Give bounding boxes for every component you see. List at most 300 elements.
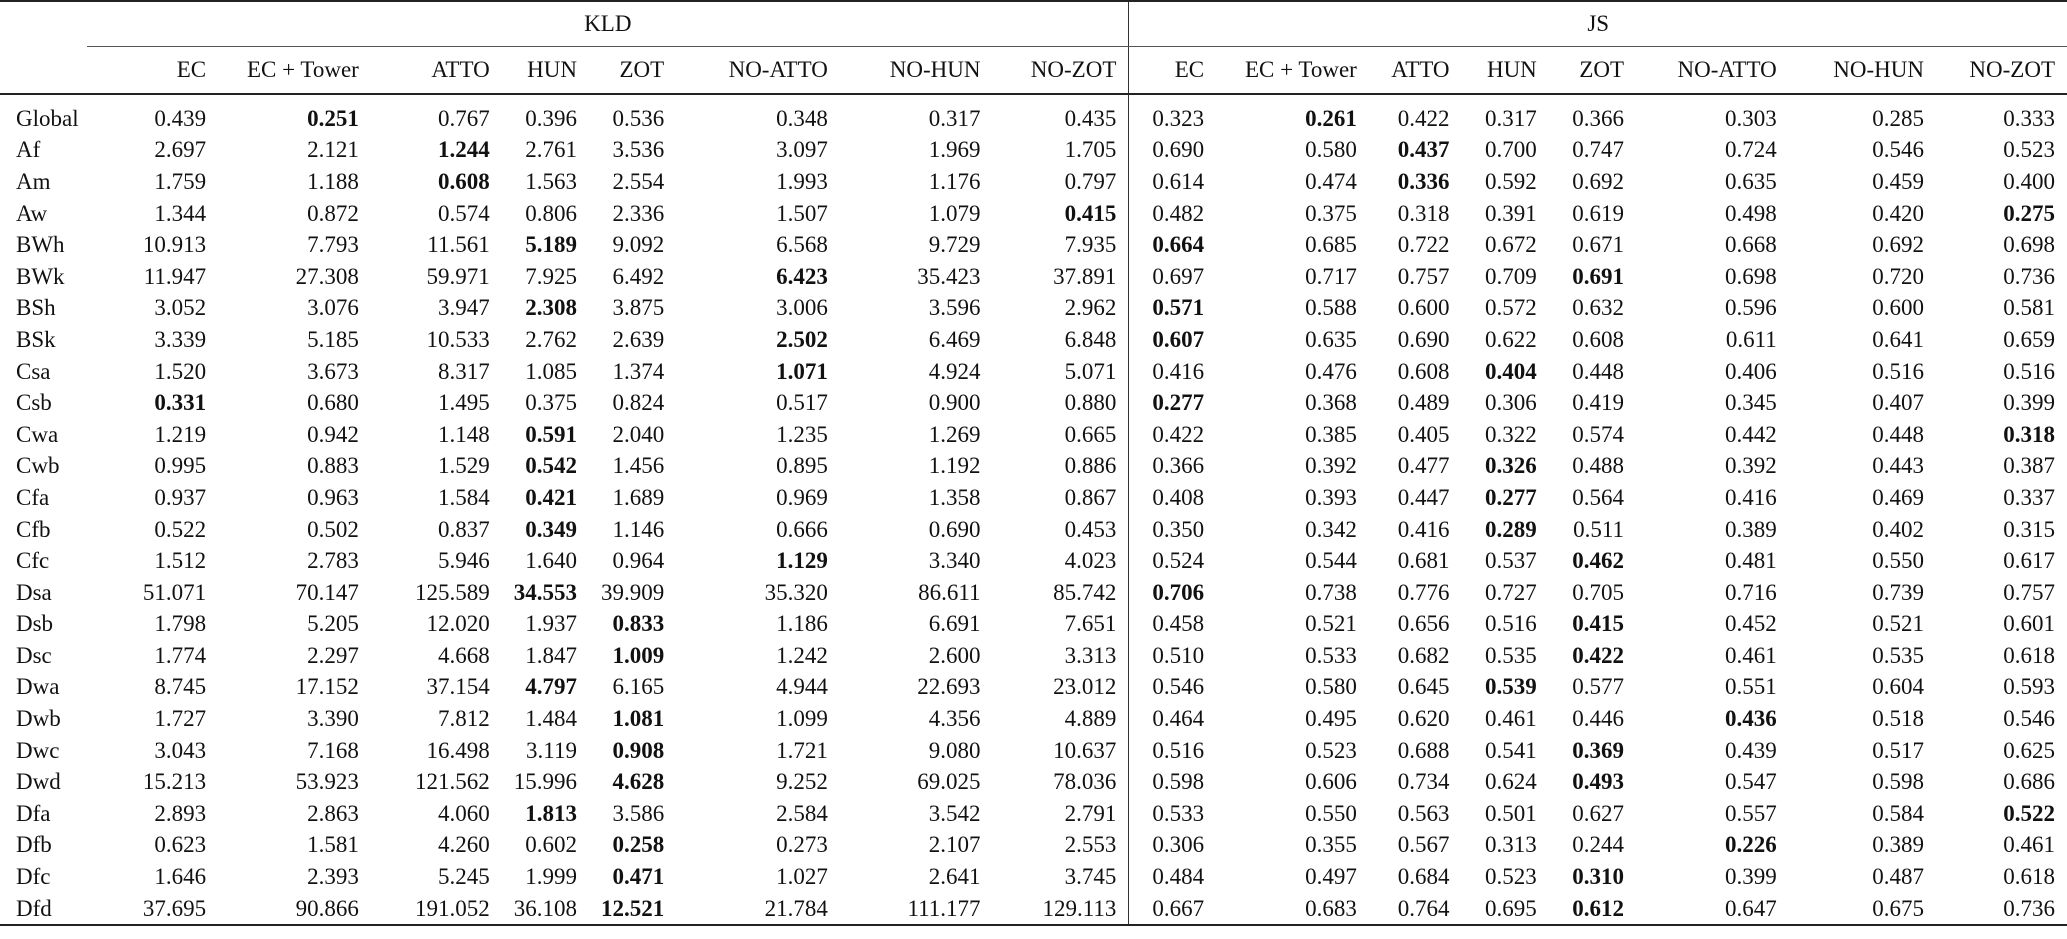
kld-value-cell: 0.435 (1064, 105, 1117, 131)
js-value-cell: 0.416 (1725, 484, 1777, 510)
row-label: Dwc (16, 737, 60, 763)
js-value-cell: 0.261 (1305, 105, 1357, 131)
row-label: Dwb (16, 706, 61, 732)
js-value-cell: 0.698 (1725, 263, 1777, 289)
kld-value-cell: 4.260 (437, 832, 490, 858)
kld-value-cell: 1.484 (525, 706, 577, 732)
kld-col-header: ATTO (431, 57, 490, 82)
kld-value-cell: 1.269 (928, 421, 981, 447)
kld-value-cell: 3.076 (307, 295, 359, 321)
js-value-cell: 0.632 (1572, 295, 1625, 321)
kld-value-cell: 0.415 (1064, 200, 1117, 226)
js-value-cell: 0.523 (1485, 864, 1537, 890)
kld-value-cell: 0.797 (1064, 168, 1117, 194)
js-value-cell: 0.459 (1872, 168, 1924, 194)
js-value-cell: 0.368 (1305, 390, 1357, 416)
js-value-cell: 0.516 (1872, 358, 1924, 384)
js-value-cell: 0.580 (1305, 674, 1357, 700)
kld-value-cell: 1.705 (1064, 137, 1117, 163)
js-value-cell: 0.598 (1872, 769, 1924, 795)
kld-value-cell: 2.502 (776, 326, 828, 352)
kld-value-cell: 0.963 (307, 484, 359, 510)
js-value-cell: 0.668 (1725, 232, 1777, 258)
js-value-cell: 0.462 (1572, 548, 1625, 574)
kld-value-cell: 4.628 (612, 769, 665, 795)
js-value-cell: 0.521 (1305, 611, 1357, 637)
js-value-cell: 0.422 (1397, 105, 1450, 131)
row-label: Cwa (16, 421, 59, 447)
js-value-cell: 0.706 (1129, 577, 1216, 609)
kld-value-cell: 1.079 (928, 200, 981, 226)
kld-value-cell: 0.806 (525, 200, 577, 226)
table-row (0, 198, 2067, 230)
js-value-cell: 0.692 (1872, 232, 1924, 258)
js-value-cell: 0.521 (1872, 611, 1924, 637)
kld-value-cell: 5.946 (437, 548, 490, 574)
js-value-cell: 0.408 (1129, 482, 1216, 514)
row-label: Dwa (16, 674, 60, 700)
row-label: Cfc (16, 548, 50, 574)
table-row (0, 735, 2067, 767)
kld-value-cell: 2.697 (154, 137, 207, 163)
kld-value-cell: 27.308 (295, 263, 359, 289)
table-row (0, 893, 2067, 926)
kld-value-cell: 90.866 (295, 895, 359, 921)
js-value-cell: 0.727 (1485, 579, 1537, 605)
js-value-cell: 0.691 (1572, 263, 1625, 289)
kld-value-cell: 1.146 (612, 516, 665, 542)
js-value-cell: 0.446 (1572, 706, 1625, 732)
kld-value-cell: 3.745 (1064, 864, 1117, 890)
js-value-cell: 0.539 (1485, 674, 1537, 700)
kld-value-cell: 1.085 (525, 358, 577, 384)
kld-value-cell: 0.608 (437, 168, 490, 194)
js-value-cell: 0.600 (1397, 295, 1450, 321)
corner-cell (0, 1, 87, 47)
js-value-cell: 0.487 (1872, 864, 1924, 890)
js-value-cell: 0.620 (1397, 706, 1450, 732)
kld-value-cell: 2.600 (928, 642, 981, 668)
js-value-cell: 0.717 (1305, 263, 1357, 289)
js-value-cell: 0.389 (1872, 832, 1924, 858)
js-value-cell: 0.618 (2003, 642, 2055, 668)
kld-value-cell: 51.071 (142, 579, 207, 605)
column-header-row (0, 47, 2067, 95)
row-label: Csa (16, 358, 51, 384)
kld-value-cell: 3.052 (154, 295, 207, 321)
table-row (0, 609, 2067, 641)
js-value-cell: 0.537 (1485, 548, 1537, 574)
js-value-cell: 0.469 (1872, 484, 1924, 510)
kld-value-cell: 1.027 (776, 864, 828, 890)
kld-value-cell: 5.071 (1064, 358, 1117, 384)
kld-value-cell: 4.797 (525, 674, 577, 700)
kld-value-cell: 10.913 (142, 232, 207, 258)
js-value-cell: 0.612 (1572, 895, 1625, 921)
table-row (0, 482, 2067, 514)
js-value-cell: 0.601 (2003, 611, 2055, 637)
table-row (0, 514, 2067, 546)
js-value-cell: 0.399 (2003, 390, 2055, 416)
kld-value-cell: 0.666 (776, 516, 828, 542)
kld-value-cell: 1.374 (612, 358, 665, 384)
kld-value-cell: 1.727 (154, 706, 207, 732)
kld-value-cell: 1.584 (437, 484, 490, 510)
kld-value-cell: 3.119 (526, 737, 577, 763)
kld-value-cell: 4.060 (437, 800, 490, 826)
kld-value-cell: 121.562 (414, 769, 490, 795)
js-col-header: ATTO (1391, 57, 1450, 82)
kld-value-cell: 15.996 (513, 769, 577, 795)
js-value-cell: 0.563 (1397, 800, 1450, 826)
kld-value-cell: 4.924 (928, 358, 981, 384)
kld-value-cell: 2.121 (307, 137, 359, 163)
js-value-cell: 0.635 (1725, 168, 1777, 194)
table-row (0, 545, 2067, 577)
js-value-cell: 0.517 (1872, 737, 1924, 763)
kld-value-cell: 0.348 (776, 105, 828, 131)
kld-value-cell: 4.356 (928, 706, 981, 732)
kld-value-cell: 0.421 (525, 484, 577, 510)
js-col-header: NO-ATTO (1677, 57, 1777, 82)
kld-value-cell: 3.947 (437, 295, 490, 321)
kld-value-cell: 0.317 (928, 105, 981, 131)
js-value-cell: 0.716 (1725, 579, 1777, 605)
js-value-cell: 0.399 (1725, 864, 1777, 890)
kld-value-cell: 5.205 (307, 611, 359, 637)
js-value-cell: 0.493 (1572, 769, 1625, 795)
kld-value-cell: 2.336 (612, 200, 665, 226)
js-value-cell: 0.776 (1397, 579, 1450, 605)
js-value-cell: 0.580 (1305, 137, 1357, 163)
js-value-cell: 0.452 (1725, 611, 1777, 637)
table-row (0, 703, 2067, 735)
kld-value-cell: 1.993 (776, 168, 828, 194)
js-value-cell: 0.684 (1397, 864, 1450, 890)
js-value-cell: 0.405 (1397, 421, 1450, 447)
js-value-cell: 0.484 (1129, 861, 1216, 893)
js-col-header: ZOT (1579, 57, 1625, 82)
js-value-cell: 0.461 (2003, 832, 2055, 858)
js-value-cell: 0.541 (1485, 737, 1537, 763)
kld-value-cell: 0.867 (1064, 484, 1117, 510)
js-value-cell: 0.625 (2003, 737, 2055, 763)
table-row (0, 135, 2067, 167)
row-label-header (0, 47, 87, 95)
js-value-cell: 0.488 (1572, 453, 1625, 479)
kld-value-cell: 6.492 (612, 263, 665, 289)
kld-value-cell: 10.533 (426, 326, 490, 352)
js-value-cell: 0.695 (1485, 895, 1537, 921)
table-row (0, 94, 2067, 135)
row-label: Af (16, 137, 41, 163)
js-value-cell: 0.757 (1397, 263, 1450, 289)
js-value-cell: 0.588 (1305, 295, 1357, 321)
kld-value-cell: 6.691 (928, 611, 981, 637)
js-value-cell: 0.447 (1397, 484, 1450, 510)
js-value-cell: 0.722 (1397, 232, 1450, 258)
js-value-cell: 0.345 (1725, 390, 1777, 416)
kld-value-cell: 6.568 (776, 232, 828, 258)
js-value-cell: 0.551 (1725, 674, 1777, 700)
kld-value-cell: 0.833 (612, 611, 665, 637)
kld-col-header: EC (176, 57, 207, 82)
js-value-cell: 0.392 (1305, 453, 1357, 479)
kld-value-cell: 0.251 (307, 105, 359, 131)
kld-value-cell: 0.471 (612, 864, 665, 890)
js-value-cell: 0.375 (1305, 200, 1357, 226)
js-value-cell: 0.313 (1485, 832, 1537, 858)
kld-value-cell: 0.942 (307, 421, 359, 447)
table-row (0, 672, 2067, 704)
row-label: Dfc (16, 864, 51, 890)
kld-value-cell: 1.099 (776, 706, 828, 732)
table-body (0, 94, 2067, 925)
row-label: BSk (16, 326, 56, 352)
row-label: BSh (16, 295, 56, 321)
js-value-cell: 0.596 (1725, 295, 1777, 321)
kld-value-cell: 0.665 (1064, 421, 1117, 447)
kld-value-cell: 3.536 (612, 137, 665, 163)
js-value-cell: 0.497 (1305, 864, 1357, 890)
js-value-cell: 0.518 (1872, 706, 1924, 732)
kld-value-cell: 21.784 (764, 895, 828, 921)
js-col-header: NO-ZOT (1969, 57, 2055, 82)
js-value-cell: 0.336 (1397, 168, 1450, 194)
js-value-cell: 0.705 (1572, 579, 1625, 605)
kld-value-cell: 1.495 (437, 390, 490, 416)
js-value-cell: 0.285 (1872, 105, 1924, 131)
js-value-cell: 0.581 (2003, 295, 2055, 321)
kld-value-cell: 53.923 (295, 769, 359, 795)
table-row (0, 798, 2067, 830)
kld-value-cell: 3.097 (776, 137, 828, 163)
js-value-cell: 0.571 (1129, 293, 1216, 325)
kld-value-cell: 3.043 (154, 737, 207, 763)
js-value-cell: 0.350 (1129, 514, 1216, 546)
table-row (0, 229, 2067, 261)
kld-value-cell: 1.774 (154, 642, 207, 668)
kld-col-header: NO-ATTO (728, 57, 828, 82)
kld-value-cell: 1.358 (928, 484, 981, 510)
kld-value-cell: 1.071 (776, 358, 828, 384)
js-value-cell: 0.369 (1572, 737, 1625, 763)
js-value-cell: 0.392 (1725, 453, 1777, 479)
kld-value-cell: 9.729 (928, 232, 981, 258)
kld-value-cell: 1.937 (525, 611, 577, 637)
kld-value-cell: 0.502 (307, 516, 359, 542)
js-value-cell: 0.406 (1725, 358, 1777, 384)
kld-value-cell: 11.561 (427, 232, 490, 258)
js-value-cell: 0.567 (1397, 832, 1450, 858)
kld-value-cell: 0.883 (307, 453, 359, 479)
kld-value-cell: 22.693 (917, 674, 981, 700)
js-value-cell: 0.667 (1129, 893, 1216, 926)
js-value-cell: 0.598 (1129, 766, 1216, 798)
kld-value-cell: 2.791 (1064, 800, 1117, 826)
kld-value-cell: 2.297 (307, 642, 359, 668)
js-value-cell: 0.448 (1872, 421, 1924, 447)
js-value-cell: 0.498 (1725, 200, 1777, 226)
kld-value-cell: 0.886 (1064, 453, 1117, 479)
kld-value-cell: 1.512 (154, 548, 207, 574)
kld-value-cell: 6.423 (776, 263, 828, 289)
kld-value-cell: 1.456 (612, 453, 665, 479)
kld-value-cell: 0.602 (525, 832, 577, 858)
kld-value-cell: 1.344 (154, 200, 207, 226)
kld-value-cell: 0.375 (525, 390, 577, 416)
js-value-cell: 0.675 (1872, 895, 1924, 921)
js-value-cell: 0.481 (1725, 548, 1777, 574)
js-value-cell: 0.533 (1305, 642, 1357, 668)
js-value-cell: 0.443 (1872, 453, 1924, 479)
kld-value-cell: 0.969 (776, 484, 828, 510)
js-value-cell: 0.672 (1485, 232, 1537, 258)
js-value-cell: 0.606 (1305, 769, 1357, 795)
kld-col-header: HUN (527, 57, 577, 82)
kld-value-cell: 86.611 (918, 579, 981, 605)
kld-value-cell: 6.469 (928, 326, 981, 352)
js-value-cell: 0.645 (1397, 674, 1450, 700)
js-value-cell: 0.574 (1572, 421, 1625, 447)
js-value-cell: 0.546 (1872, 137, 1924, 163)
kld-value-cell: 0.937 (154, 484, 207, 510)
js-value-cell: 0.600 (1872, 295, 1924, 321)
kld-value-cell: 0.837 (437, 516, 490, 542)
kld-value-cell: 1.646 (154, 864, 207, 890)
kld-value-cell: 3.596 (928, 295, 981, 321)
kld-value-cell: 1.529 (437, 453, 490, 479)
js-value-cell: 0.747 (1572, 137, 1625, 163)
js-value-cell: 0.682 (1397, 642, 1450, 668)
kld-value-cell: 2.783 (307, 548, 359, 574)
js-value-cell: 0.683 (1305, 895, 1357, 921)
js-value-cell: 0.690 (1129, 135, 1216, 167)
js-col-header: EC (1129, 47, 1216, 95)
kld-value-cell: 8.745 (154, 674, 207, 700)
js-value-cell: 0.322 (1485, 421, 1537, 447)
kld-value-cell: 1.581 (307, 832, 359, 858)
kld-value-cell: 2.863 (307, 800, 359, 826)
js-value-cell: 0.736 (2003, 263, 2055, 289)
js-value-cell: 0.720 (1872, 263, 1924, 289)
js-value-cell: 0.627 (1572, 800, 1625, 826)
kld-value-cell: 7.651 (1064, 611, 1117, 637)
kld-value-cell: 37.154 (426, 674, 490, 700)
js-value-cell: 0.461 (1725, 642, 1777, 668)
kld-value-cell: 4.944 (776, 674, 828, 700)
js-value-cell: 0.524 (1129, 545, 1216, 577)
kld-value-cell: 0.908 (612, 737, 665, 763)
kld-value-cell: 5.185 (307, 326, 359, 352)
js-value-cell: 0.516 (1485, 611, 1537, 637)
js-value-cell: 0.550 (1872, 548, 1924, 574)
js-value-cell: 0.402 (1872, 516, 1924, 542)
kld-value-cell: 0.574 (437, 200, 490, 226)
js-value-cell: 0.474 (1305, 168, 1357, 194)
kld-value-cell: 2.761 (525, 137, 577, 163)
kld-value-cell: 3.339 (154, 326, 207, 352)
js-value-cell: 0.501 (1485, 800, 1537, 826)
kld-value-cell: 0.895 (776, 453, 828, 479)
js-value-cell: 0.303 (1725, 105, 1777, 131)
row-label: Global (16, 105, 79, 131)
kld-value-cell: 1.969 (928, 137, 981, 163)
kld-value-cell: 1.009 (612, 642, 665, 668)
kld-value-cell: 69.025 (917, 769, 981, 795)
kld-value-cell: 37.695 (142, 895, 207, 921)
kld-value-cell: 1.798 (154, 611, 207, 637)
js-value-cell: 0.709 (1485, 263, 1537, 289)
kld-value-cell: 0.258 (612, 832, 665, 858)
kld-value-cell: 2.584 (776, 800, 828, 826)
kld-value-cell: 1.242 (776, 642, 828, 668)
js-value-cell: 0.547 (1725, 769, 1777, 795)
kld-value-cell: 9.080 (928, 737, 981, 763)
kld-value-cell: 0.900 (928, 390, 981, 416)
kld-value-cell: 3.586 (612, 800, 665, 826)
kld-value-cell: 3.006 (776, 295, 828, 321)
js-value-cell: 0.318 (1397, 200, 1450, 226)
kld-value-cell: 2.393 (307, 864, 359, 890)
js-value-cell: 0.608 (1397, 358, 1450, 384)
kld-group-header: KLD (87, 1, 1129, 47)
js-value-cell: 0.516 (2003, 358, 2055, 384)
kld-value-cell: 6.165 (612, 674, 665, 700)
js-value-cell: 0.685 (1305, 232, 1357, 258)
kld-value-cell: 0.880 (1064, 390, 1117, 416)
table-row (0, 830, 2067, 862)
kld-value-cell: 2.762 (525, 326, 577, 352)
kld-value-cell: 16.498 (426, 737, 490, 763)
kld-value-cell: 7.812 (437, 706, 490, 732)
kld-value-cell: 35.320 (764, 579, 828, 605)
js-value-cell: 0.355 (1305, 832, 1357, 858)
js-value-cell: 0.400 (2003, 168, 2055, 194)
kld-value-cell: 2.639 (612, 326, 665, 352)
kld-value-cell: 0.273 (776, 832, 828, 858)
js-value-cell: 0.366 (1129, 451, 1216, 483)
js-value-cell: 0.757 (2003, 579, 2055, 605)
js-value-cell: 0.577 (1572, 674, 1625, 700)
kld-value-cell: 1.148 (437, 421, 490, 447)
table-row (0, 356, 2067, 388)
kld-value-cell: 0.542 (525, 453, 577, 479)
js-value-cell: 0.422 (1572, 642, 1625, 668)
kld-value-cell: 1.847 (525, 642, 577, 668)
kld-value-cell: 1.192 (928, 453, 981, 479)
kld-value-cell: 2.641 (928, 864, 981, 890)
table-row (0, 293, 2067, 325)
kld-value-cell: 2.554 (612, 168, 665, 194)
js-value-cell: 0.415 (1572, 611, 1625, 637)
kld-value-cell: 1.563 (525, 168, 577, 194)
row-label: Dwd (16, 769, 61, 795)
kld-value-cell: 0.522 (154, 516, 207, 542)
js-value-cell: 0.624 (1485, 769, 1537, 795)
js-value-cell: 0.738 (1305, 579, 1357, 605)
row-label: Dfa (16, 800, 51, 826)
row-label: Csb (16, 390, 52, 416)
js-col-header: EC + Tower (1244, 57, 1357, 82)
js-value-cell: 0.635 (1305, 326, 1357, 352)
js-value-cell: 0.572 (1485, 295, 1537, 321)
kld-value-cell: 0.591 (525, 421, 577, 447)
js-value-cell: 0.464 (1129, 703, 1216, 735)
js-value-cell: 0.700 (1485, 137, 1537, 163)
kld-value-cell: 78.036 (1053, 769, 1117, 795)
kld-value-cell: 12.521 (600, 895, 665, 921)
